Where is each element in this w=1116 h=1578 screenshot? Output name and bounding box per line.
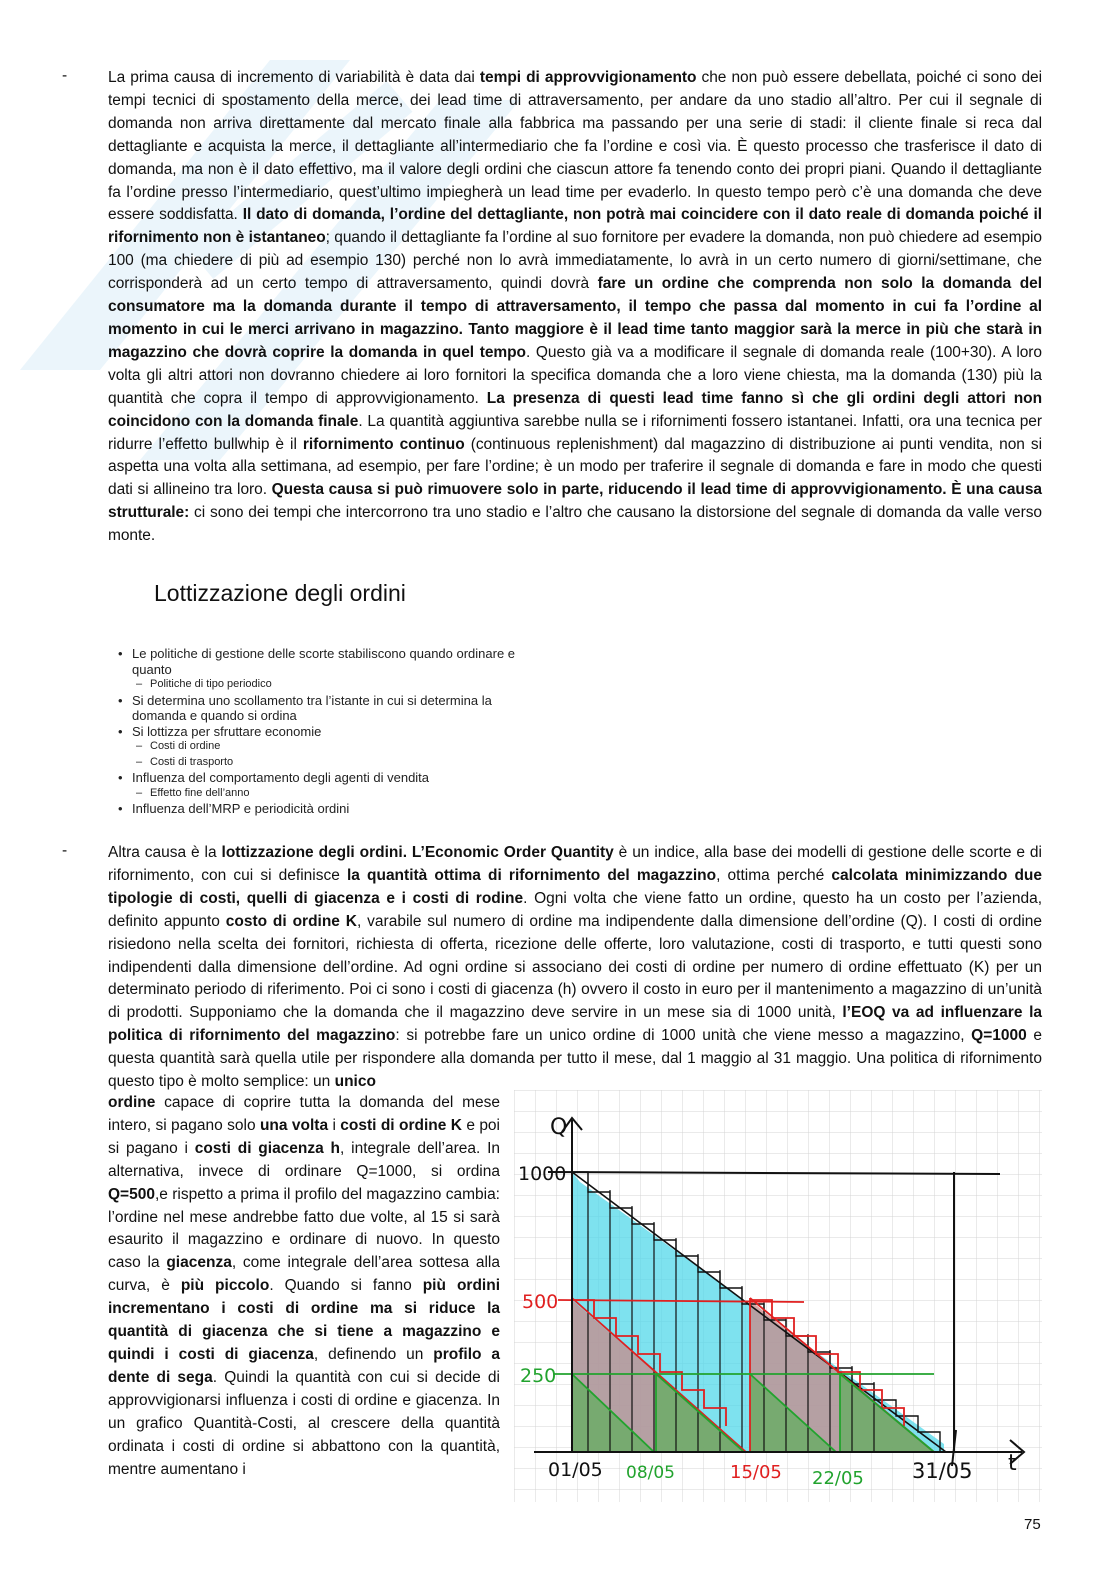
slide-subitem: – Costi di ordine [116,739,516,755]
inventory-sawtooth-sketch [514,1090,1042,1502]
bullet-dash: - [62,67,68,84]
label-1000: 1000 [518,1163,567,1185]
slide-item: • Le politiche di gestione delle scorte stabiliscono quando ordinare e quanto [116,646,516,677]
slide-item: • Influenza del comportamento degli agenti di vendita [116,770,516,786]
label-250: 250 [520,1365,557,1387]
slide-bullet-list [116,646,516,817]
y-axis-label: Q [550,1115,568,1140]
slide-item: • Si lottizza per sfruttare economie [116,724,516,740]
paragraph-lottizzazione: Altra causa è la lottizzazione degli ordini. L’Economic Order Quantity è un indice, alla base dei modelli di gestione delle scorte e di rifornimento, con cui si definisce la quantità ottima di rifornimento del magazzino, ottima perché calcolata minimizzando due tipologie di costi, quelli di giacenza e i costi di rodine. Ogni volta che viene fatto un ordine, questo ha un costo per l’azienda, definito appunto costo di ordine K, varabile sul numero di ordine ma indipendente dalla dimensione dell’ordine (Q). I costi di ordine risiedono nella scelta dei fornitori, richiesta di offerta, ricezione delle offerte, loro valutazione, costi di trasporto, e tutti questi sono indipendenti dalla dimensione dell’ordine. Ad ogni ordine si associano dei costi di ordine per numero di ordine effettuato (K) per un determinato periodo di riferimento. Poi ci sono i costi di giacenza (h) ovvero il costo in euro per il mantenimento a magazzino di un’unità di prodotti. Supponiamo che la domanda che il magazzino deve servire in un mese sia di 1000 unità, l’EOQ va ad influenzare la politica di rifornimento del magazzino: si potrebbe fare un unico ordine di 1000 unità che viene messo a magazzino, Q=1000 e questa quantità sarà quella utile per rispondere alla domanda per tutto il mese, dal 1 maggio al 31 maggio. Una politica di rifornimento questo tipo è molto semplice: un unico [108,844,1043,1091]
slide-subitem: – Politiche di tipo periodico [116,677,516,693]
slide-subitem: – Costi di trasporto [116,755,516,771]
page-number: 75 [1024,1516,1041,1533]
slide-title: Lottizzazione degli ordini [154,580,406,606]
slide-lottizzazione [108,570,528,840]
date-label-1505: 15/05 [730,1462,782,1483]
slide-item: • Si determina uno scollamento tra l’istante in cui si determina la domanda e quando si ordina [116,693,516,724]
paragraph-lead-time: La prima causa di incremento di variabilità è data dai tempi di approvvigionamento che non può essere debellata, poiché ci sono dei tempi tecnici di spostamento della merce, dei lead time di attraversamento, per andare da uno stadio all’altro. Per cui il segnale di domanda non arriva direttamente dal mercato finale alla fabbrica ma passando per una serie di stadi: il cliente finale si reca dal dettagliante e acquista la merce, il dettagliante all’intermediario che fa l’ordine e così via. È questo processo che trasferisce il dato di domanda, ma non è il dato effettivo, ma il valore degli ordini che ciascun attore fa tenendo conto dei propri piani. Quando il dettagliante fa l’ordine presso l’intermediario, quest’ultimo impiegherà un lead time per evaderlo. In questo tempo però c’è una domanda che deve essere soddisfatta. Il dato di domanda, l’ordine del dettagliante, non potrà mai coincidere con il dato reale di domanda poiché il rifornimento non è istantaneo; quando il dettagliante fa l’ordine al suo fornitore per evadere la domanda, non può chiedere ad esempio 100 (ma chiedere di più ad esempio 130) perché non lo avrà immediatamente, lo avrà in un certo numero di giorni/settimane, che corrisponderà ad un certo tempo di attraversamento, quindi dovrà fare un ordine che comprenda non solo la domanda del consumatore ma la domanda durante il tempo di attraversamento, il tempo che passa dal momento in cui fa l’ordine al momento in cui le merci arrivano in magazzino. Tanto maggiore è il lead time tanto maggior sarà la merce in più che starà in magazzino che dovrà coprire la domanda in quel tempo. Questo già va a modificare il segnale di domanda reale (100+30). A loro volta gli altri attori non dovranno chiedere ai loro fornitori la specifica domanda che a loro viene chiesta, ma la domanda (130) più la quantità che copra il tempo di approvvigionamento. La presenza di questi lead time fanno sì che gli ordini degli attori non coincidono con la domanda finale. La quantità aggiuntiva sarebbe nulla se i rifornimenti fossero istantanei. Infatti, ora una tecnica per ridurre l’effetto bullwhip è il rifornimento continuo (continuous replenishment) dal magazzino di distribuzione ai punti vendita, non si aspetta una volta alla settimana, ad esempio, per fare l’ordine; è un modo per traferire il segnale di domanda e fare in modo che questi dati si allineino tra loro. Questa causa si può rimuovere solo in parte, riducendo il lead time di approvvigionamento. È una causa strutturale: ci sono dei tempi che intercorrono tra uno stadio e l’altro che causano la distorsione del segnale di domanda da valle verso monte. [108,69,1042,545]
slide-item: • Influenza dell’MRP e periodicità ordini [116,801,516,817]
x-axis-label: t [1008,1451,1017,1476]
date-label-0105: 01/05 [548,1459,603,1481]
date-label-2205: 22/05 [812,1468,864,1489]
date-label-0805: 08/05 [626,1463,675,1483]
date-label-3105: 31/05 [912,1459,973,1483]
label-500: 500 [522,1291,559,1313]
paragraph-eoq-continued: ordine capace di coprire tutta la domanda del mese intero, si pagano solo una volta i costi di ordine K e poi si pagano i costi di giacenza h, integrale dell’area. In alternativa, invece di ordinare Q=1000, si ordina Q=500,e rispetto a prima il profilo del magazzino cambia: l’ordine nel mese andrebbe fatto due volte, al 15 si sarà esaurito il magazzino e ordinare di nuovo. In questo caso la giacenza, come integrale dell’area sottesa alla curva, è più piccolo. Quando si fanno più ordini incrementano i costi di ordine ma si riduce la quantità di giacenza che si tiene a magazzino e quindi i costi di giacenza, definendo un profilo a dente di sega. Quindi la quantità con cui si decide di approvvigionarsi influenza i costi di ordine e giacenza. In un grafico Quantità-Costi, al crescere della quantità ordinata i costi di ordine si abbattono con la quantità, mentre aumentano i [108,1094,501,1478]
bullet-dash: - [62,842,68,859]
slide-subitem: – Effetto fine dell’anno [116,786,516,802]
